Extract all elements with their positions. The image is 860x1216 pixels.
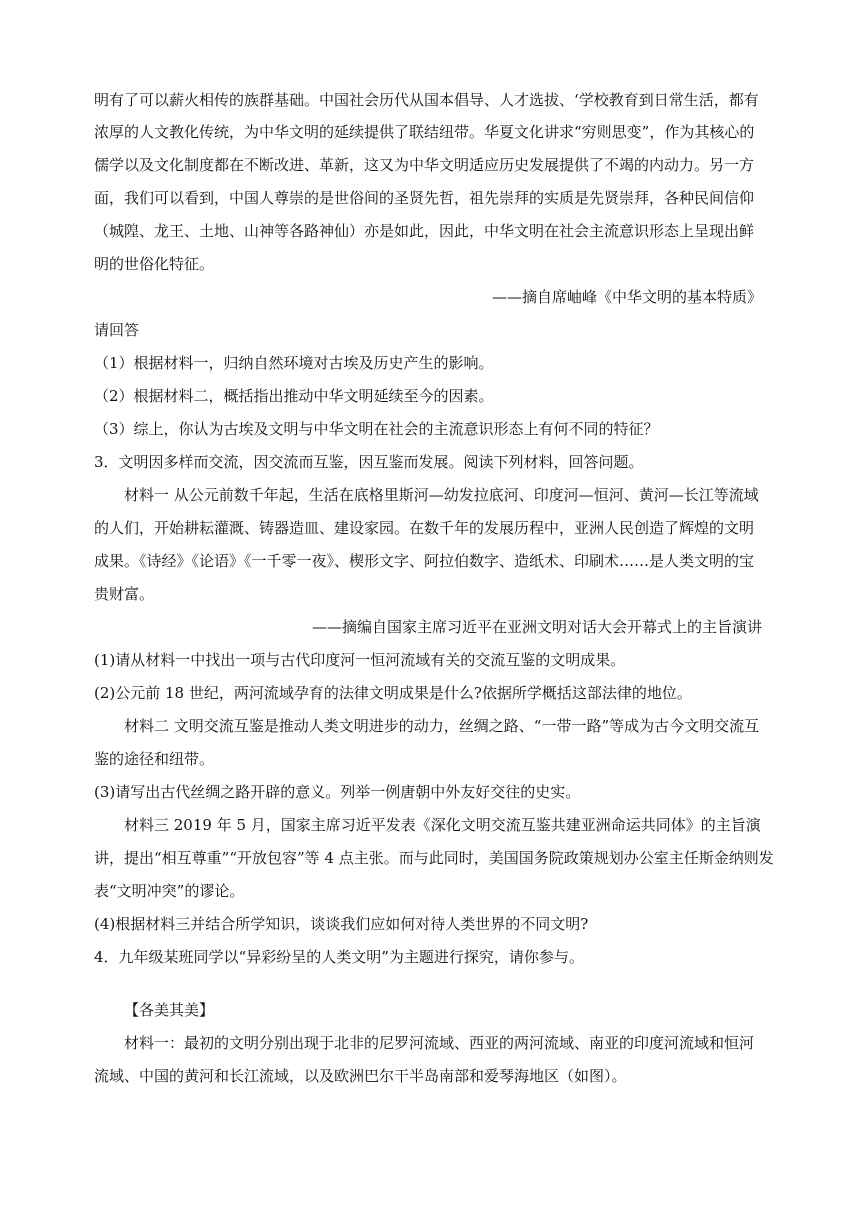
passage-line: 明的世俗化特征。 [94,255,215,273]
passage-line: 儒学以及文化制度都在不断改进、革新，这又为中华文明适应历史发展提供了不竭的内动力。另一方 [94,156,755,174]
question-item: （2）根据材料二，概括指出推动中华文明延续至今的因素。 [94,387,494,405]
question-item: （3）综上，你认为古埃及文明与中华文明在社会的主流意识形态上有何不同的特征？ [94,420,659,438]
passage-line: 面，我们可以看到，中国人尊崇的是世俗间的圣贤先哲，祖先崇拜的实质是先贤崇拜，各种民间信仰 [94,189,755,207]
question-heading: 3．文明因多样而交流，因交流而互鉴，因互鉴而发展。阅读下列材料，回答问题。 [94,453,644,471]
source-citation: ——摘编自国家主席习近平在亚洲文明对话大会开幕式上的主旨演讲 [311,618,762,636]
instruction: 请回答 [94,321,140,339]
material-paragraph: 贵财富。 [94,585,155,603]
material-paragraph: 的人们，开始耕耘灌溉、铸器造皿、建设家园。在数千年的发展历程中，亚洲人民创造了辉煌的文明 [94,519,755,537]
passage-line: 浓厚的人文教化传统，为中华文明的延续提供了联结纽带。华夏文化讲求“穷则思变”，作为其核心的 [94,123,755,141]
question-item: (4)根据材料三并结合所学知识，谈谈我们应如何对待人类世界的不同文明? [94,915,589,933]
material-paragraph: 流域、中国的黄河和长江流域，以及欧洲巴尔干半岛南部和爱琴海地区（如图）。 [94,1067,627,1085]
material-paragraph: 鉴的途径和纽带。 [94,750,215,768]
material-paragraph: 材料一 从公元前数千年起，生活在底格里斯河—幼发拉底河、印度河—恒河、黄河—长江等流域 [124,486,759,504]
question-item: (1)请从材料一中找出一项与古代印度河一恒河流域有关的交流互鉴的文明成果。 [94,651,626,669]
material-paragraph: 成果。《诗经》《论语》《一千零一夜》、楔形文字、阿拉伯数字、造纸术、印刷术……是人类文明的宝 [94,552,755,570]
question-item: (2)公元前 18 世纪，两河流域孕育的法律文明成果是什么?依据所学概括这部法律的地位。 [94,684,692,702]
source-citation: ——摘自席岫峰《中华文明的基本特质》 [491,288,762,306]
material-paragraph: 材料一：最初的文明分别出现于北非的尼罗河流域、西亚的两河流域、南亚的印度河流域和恒河 [124,1034,755,1052]
question-heading: 4．九年级某班同学以“异彩纷呈的人类文明”为主题进行探究，请你参与。 [94,948,584,966]
section-heading: 【各美其美】 [124,1001,215,1019]
material-paragraph: 材料三 2019 年 5 月，国家主席习近平发表《深化文明交流互鉴共建亚洲命运共同体》的主旨演 [124,816,761,834]
question-item: （1）根据材料一，归纳自然环境对古埃及历史产生的影响。 [94,354,494,372]
passage-line: 明有了可以薪火相传的族群基础。中国社会历代从国本倡导、人才选拔、‘学校教育到日常生活，都有 [94,91,759,109]
passage-line: （城隍、龙王、土地、山神等各路神仙）亦是如此，因此，中华文明在社会主流意识形态上呈现出鲜 [94,222,755,240]
material-paragraph: 表“文明冲突”的谬论。 [94,882,245,900]
material-paragraph: 讲，提出“相互尊重”“开放包容”等 4 点主张。而与此同时，美国国务院政策规划办公室主任斯金纳则发 [94,849,774,867]
question-item: (3)请写出古代丝绸之路开辟的意义。列举一例唐朝中外友好交往的史实。 [94,783,581,801]
material-paragraph: 材料二 文明交流互鉴是推动人类文明进步的动力，丝绸之路、“一带一路”等成为古今文明交流互 [124,717,760,735]
